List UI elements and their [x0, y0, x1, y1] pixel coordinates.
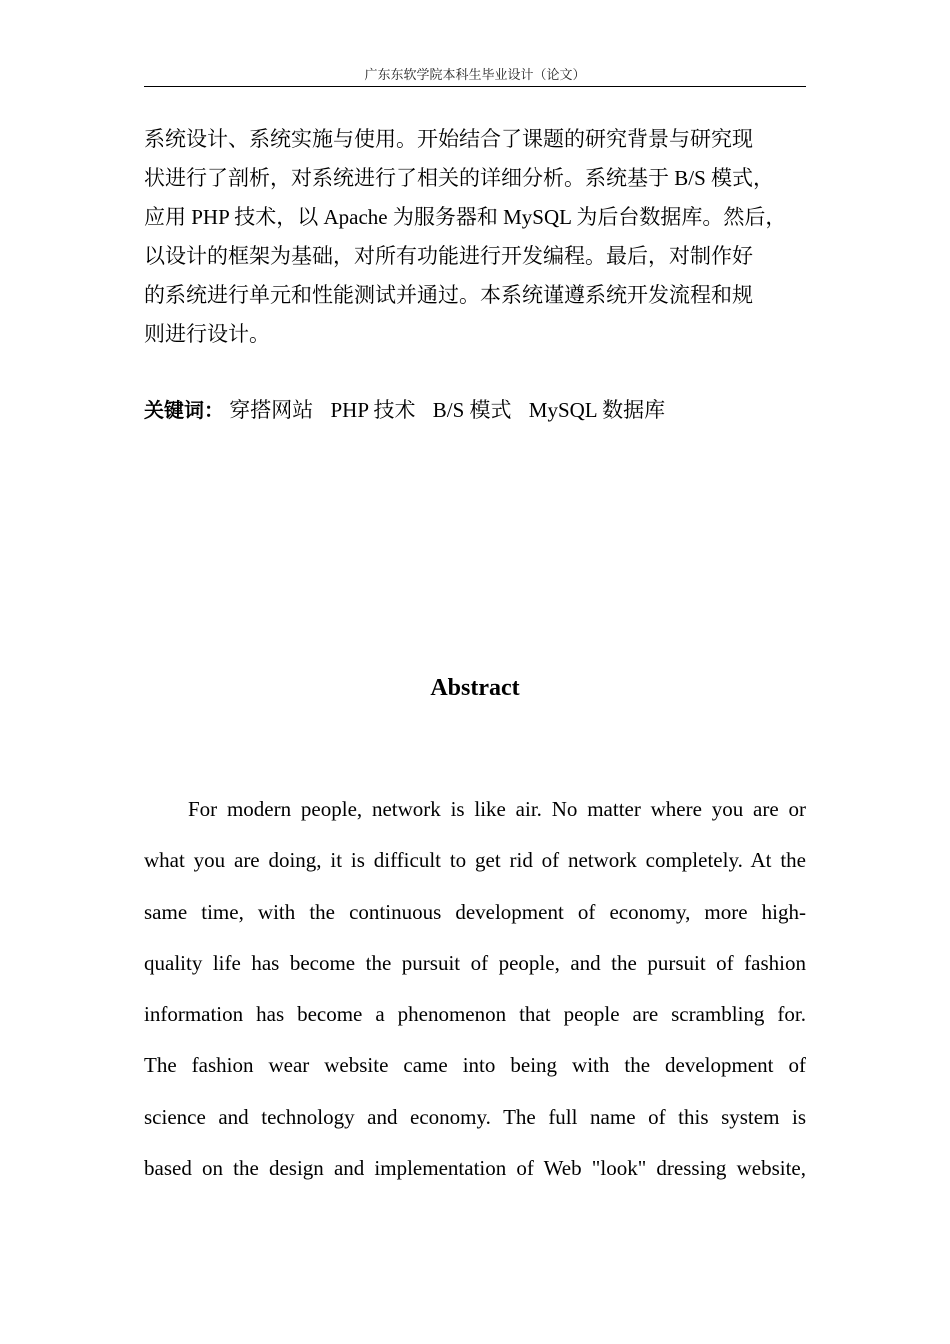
chinese-abstract-paragraph [144, 120, 824, 354]
keyword-item: B/S 模式 [432, 398, 512, 422]
page-header: 广东东软学院本科生毕业设计（论文） [144, 66, 806, 87]
paragraph-line: 以设计的框架为基础，对所有功能进行开发编程。最后，对制作好 [144, 244, 753, 268]
paragraph-line: same time, with the continuous development of economy, more high- [144, 899, 806, 924]
keywords-line [144, 391, 806, 430]
abstract-heading: Abstract [430, 675, 520, 701]
keyword-item: MySQL 数据库 [528, 398, 666, 422]
english-abstract-paragraph [144, 784, 806, 1194]
paragraph-line: The fashion wear website came into being with the development of [144, 1053, 806, 1078]
paragraph-line: 状进行了剖析，对系统进行了相关的详细分析。系统基于 B/S 模式， [144, 166, 775, 190]
paragraph-line: 则进行设计。 [144, 322, 270, 346]
keyword-item: PHP 技术 [330, 398, 416, 422]
paragraph-line: what you are doing, it is difficult to get rid of network completely. At the [144, 848, 806, 873]
paragraph-line: 的系统进行单元和性能测试并通过。本系统谨遵系统开发流程和规 [144, 283, 753, 307]
paragraph-line: science and technology and economy. The full name of this system is [144, 1104, 806, 1129]
paragraph-line: For modern people, network is like air. No matter where you are or [188, 797, 806, 821]
keyword-item: 穿搭网站 [229, 398, 314, 422]
paragraph-line: information has become a phenomenon that people are scrambling for. [144, 1002, 806, 1027]
paragraph-line: quality life has become the pursuit of people, and the pursuit of fashion [144, 950, 806, 975]
paragraph-line: 应用 PHP 技术，以 Apache 为服务器和 MySQL 为后台数据库。然后， [144, 205, 787, 229]
paragraph-line: based on the design and implementation of Web "look" dressing website, [144, 1156, 806, 1181]
paragraph-line: 系统设计、系统实施与使用。开始结合了课题的研究背景与研究现 [144, 127, 753, 151]
keywords-label: 关键词： [144, 398, 224, 422]
